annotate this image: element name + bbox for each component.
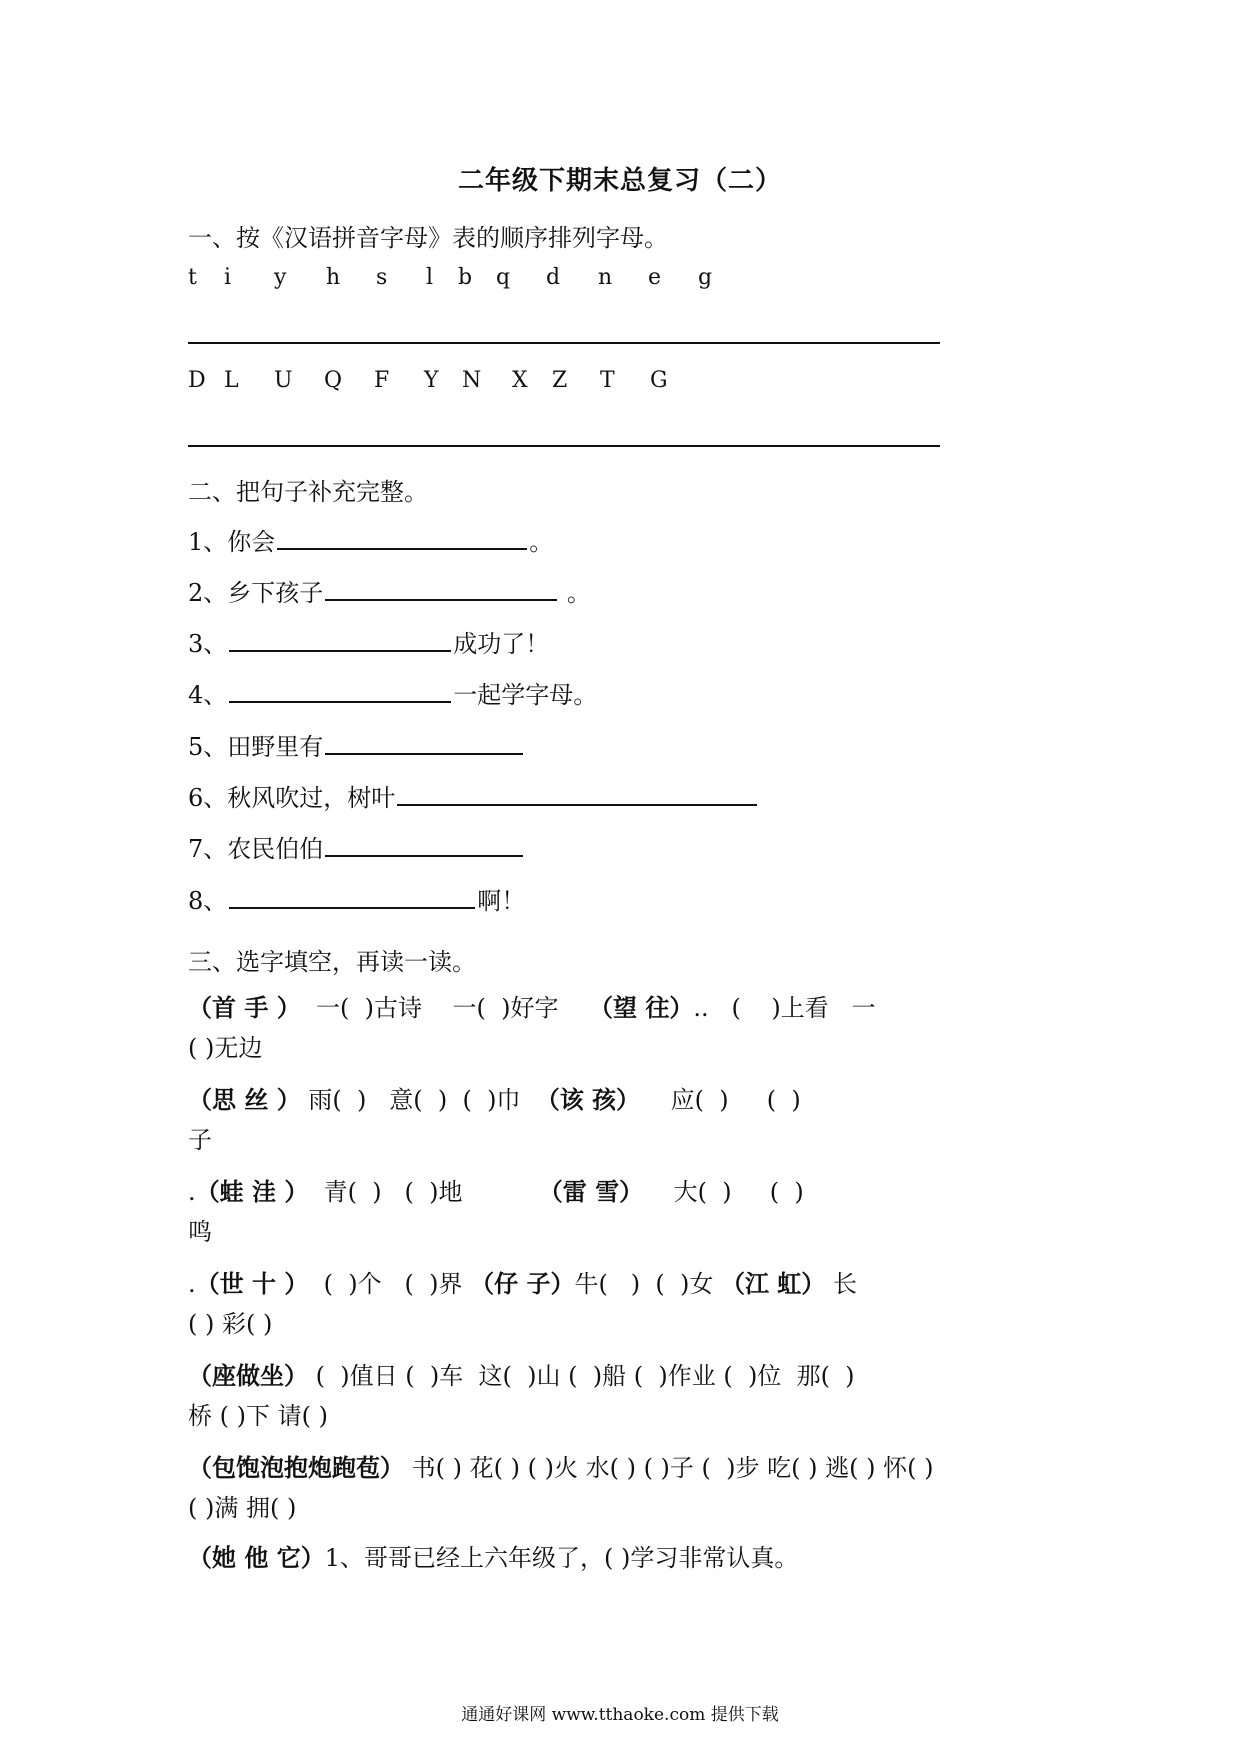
choice-row-line [188,1356,1068,1396]
fill-words: 书( ) 花( ) ( )火 水( ) ( )子 ( )步 吃( ) 逃( ) 怀( ) [404,1454,934,1482]
sentence-prefix: 4、 [188,681,228,709]
fill-words: . [188,1178,196,1206]
choice-row [188,1172,1068,1252]
lowercase-letter: b [458,265,473,290]
choice-row-line [188,1264,1068,1304]
sentence-item [188,675,597,710]
sentence-prefix: 8、 [188,887,228,915]
uppercase-letter: T [600,368,615,393]
fill-in-blank[interactable] [325,829,523,857]
sentence-prefix: 6、秋风吹过，树叶 [188,784,396,812]
uppercase-letter: F [374,368,390,393]
lowercase-letter: e [648,265,662,290]
lowercase-letter: y [274,265,287,290]
section2-heading: 二、把句子补充完整。 [188,478,428,506]
sentence-item [188,573,591,608]
sentence-item [188,778,759,813]
pronoun-choices: （她 他 它） [188,1543,325,1572]
sentence-suffix: 。 [529,528,554,556]
lowercase-letter: i [224,265,232,290]
fill-words: 青( ) ( )地 [308,1178,539,1206]
character-choices: （望 往） [588,993,694,1022]
page-title: 二年级下期末总复习（二） [457,166,782,196]
uppercase-letter: N [462,368,482,393]
section1-heading: 一、按《汉语拼音字母》表的顺序排列字母。 [188,224,668,252]
lowercase-letter: g [698,265,713,290]
fill-words: ( )值日 ( )车 这( )山 ( )船 ( )作业 ( )位 那( ) [308,1362,855,1390]
fill-in-blank[interactable] [397,778,757,806]
fill-words: 长 [825,1270,857,1298]
uppercase-letter: L [224,368,239,393]
lowercase-letter: l [426,265,434,290]
sentence-item [188,522,553,557]
character-choices: （座做坐） [188,1361,308,1390]
choice-row [188,988,1068,1068]
choice-row-line [188,1172,1068,1212]
fill-in-blank[interactable] [229,881,475,909]
choice-row-continuation: ( )无边 [188,1034,263,1062]
character-choices: （该 孩） [535,1085,641,1114]
character-choices: （雷 雪） [538,1177,644,1206]
choice-row [188,1080,1068,1160]
section3-heading: 三、选字填空，再读一读。 [188,948,476,976]
fill-words: 牛( ) ( )女 [574,1270,721,1298]
sentence-suffix: 。 [559,579,591,607]
fill-in-blank[interactable] [229,624,451,652]
sentence-item [188,624,549,659]
choice-row [188,1448,1068,1528]
sentence-item [188,881,525,916]
sentence-item [188,727,525,762]
choice-row-continuation: ( ) 彩( ) [188,1310,273,1338]
fill-in-blank[interactable] [325,573,557,601]
lowercase-letter: s [376,265,388,290]
fill-words: 雨( ) 意( ) ( )巾 [300,1086,536,1114]
fill-words: 一( )古诗 一( )好字 [300,994,589,1022]
uppercase-letter: G [650,368,668,393]
uppercase-letter: Q [324,368,343,393]
pronoun-question [188,1538,798,1573]
choice-row-continuation: 鸣 [188,1218,212,1246]
choice-row [188,1356,1068,1436]
answer-line-uppercase [188,445,940,447]
sentence-item [188,829,525,864]
lowercase-letter: h [326,265,341,290]
character-choices: （仔 子） [470,1269,575,1298]
choice-row-continuation: 子 [188,1126,212,1154]
character-choices: （蛙 洼 ） [195,1177,309,1206]
fill-in-blank[interactable] [277,522,527,550]
uppercase-letter: D [188,368,206,393]
pronoun-sentence: 1、哥哥已经上六年级了，( )学习非常认真。 [324,1544,799,1572]
character-choices: （世 十 ） [195,1269,309,1298]
sentence-suffix: 成功了！ [453,630,550,658]
character-choices: （包饱泡抱炮跑苞） [188,1453,404,1482]
fill-words: 大( ) ( ) [643,1178,804,1206]
fill-words: 应( ) ( ) [640,1086,801,1114]
choice-row [188,1264,1068,1344]
lowercase-letter: d [546,265,561,290]
sentence-prefix: 7、农民伯伯 [188,835,324,863]
footer-credit: 通通好课网 www.tthaoke.com 提供下载 [461,1705,779,1725]
fill-in-blank[interactable] [229,675,451,703]
sentence-prefix: 5、田野里有 [188,733,324,761]
fill-words: ( )个 ( )界 [308,1270,471,1298]
uppercase-letter: Y [424,368,439,393]
character-choices: （江 虹） [720,1269,826,1298]
character-choices: （思 丝 ） [188,1085,301,1114]
sentence-prefix: 2、乡下孩子 [188,579,324,607]
lowercase-letter: q [496,265,511,290]
uppercase-letter: X [512,368,528,393]
choice-row-continuation: 桥 ( )下 请( ) [188,1402,328,1430]
fill-words: .. ( )上看 一 [693,994,876,1022]
answer-line-lowercase [188,342,940,344]
character-choices: （首 手 ） [188,993,301,1022]
sentence-prefix: 1、你会 [188,528,276,556]
choice-row-continuation: ( )满 拥( ) [188,1494,297,1522]
sentence-suffix: 啊！ [477,887,526,915]
sentence-suffix: 一起学字母。 [453,681,598,709]
uppercase-letter: Z [552,368,568,393]
lowercase-letter: t [188,265,197,290]
fill-words: . [188,1270,196,1298]
lowercase-letter: n [598,265,613,290]
uppercase-letter: U [274,368,293,393]
choice-row-line [188,988,1068,1028]
sentence-prefix: 3、 [188,630,228,658]
fill-in-blank[interactable] [325,727,523,755]
choice-row-line [188,1080,1068,1120]
choice-row-line [188,1448,1068,1488]
